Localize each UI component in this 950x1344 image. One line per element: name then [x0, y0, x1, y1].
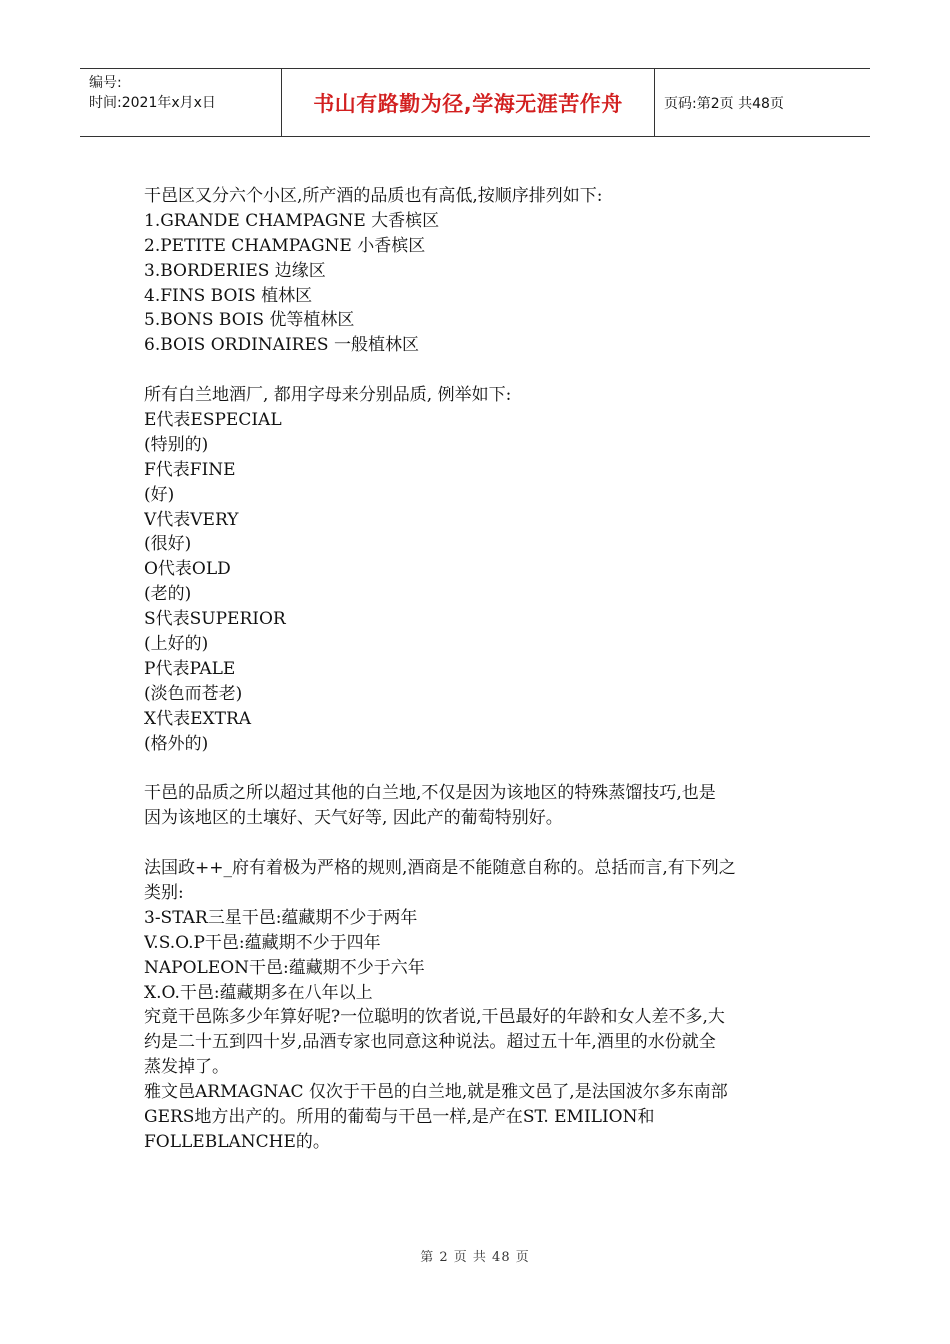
text-line: 约是二十五到四十岁,品酒专家也同意这种说法。超过五十年,酒里的水份就全	[144, 1032, 716, 1053]
text-line: 蒸发掉了。	[144, 1057, 229, 1078]
text-line: 3.BORDERIES 边缘区	[144, 260, 326, 281]
document-time-label: 时间:2021年x月x日	[89, 95, 216, 111]
paragraph-gap	[144, 756, 814, 781]
text-line: O代表OLD	[144, 559, 231, 580]
text-line: V.S.O.P干邑:蕴藏期不少于四年	[144, 932, 381, 953]
paragraph-gap	[144, 358, 814, 383]
header-motto-cell	[281, 69, 655, 136]
text-line: (老的)	[144, 584, 192, 605]
text-line: 究竟干邑陈多少年算好呢?一位聪明的饮者说,干邑最好的年龄和女人差不多,大	[144, 1007, 725, 1028]
header-meta	[80, 69, 281, 136]
text-line: 类别:	[144, 882, 184, 903]
text-line: (好)	[144, 484, 175, 505]
paragraph	[144, 781, 814, 831]
paragraph-gap	[144, 831, 814, 856]
text-line: F代表FINE	[144, 459, 236, 480]
text-line: E代表ESPECIAL	[144, 410, 282, 431]
page-footer: 第 2 页 共 48 页	[420, 1250, 530, 1265]
text-line: NAPOLEON干邑:蕴藏期不少于六年	[144, 957, 425, 978]
paragraph	[144, 383, 814, 756]
text-line: (淡色而苍老)	[144, 683, 243, 704]
text-line: X.O.干邑:蕴藏期多在八年以上	[144, 982, 373, 1003]
text-line: 3-STAR三星干邑:蕴藏期不少于两年	[144, 907, 418, 928]
text-line: (格外的)	[144, 733, 209, 754]
header-page-info: 页码:第2页 共48页	[664, 95, 784, 112]
text-line: (特别的)	[144, 434, 209, 455]
text-line: (上好的)	[144, 634, 209, 655]
document-number-label: 编号:	[89, 75, 122, 91]
text-line: 所有白兰地酒厂, 都用字母来分别品质, 例举如下:	[144, 385, 512, 406]
text-line: 雅文邑ARMAGNAC 仅次于干邑的白兰地,就是雅文邑了,是法国波尔多东南部	[144, 1082, 728, 1103]
text-line: 因为该地区的土壤好、天气好等, 因此产的葡萄特别好。	[144, 808, 563, 829]
text-line: 干邑的品质之所以超过其他的白兰地,不仅是因为该地区的特殊蒸馏技巧,也是	[144, 783, 716, 804]
text-line: GERS地方出产的。所用的葡萄与干邑一样,是产在ST. EMILION和	[144, 1106, 655, 1127]
text-line: 2.PETITE CHAMPAGNE 小香槟区	[144, 235, 426, 256]
text-line: 4.FINS BOIS 植林区	[144, 285, 313, 306]
text-line: 1.GRANDE CHAMPAGNE 大香槟区	[144, 210, 440, 231]
text-line: 干邑区又分六个小区,所产酒的品质也有高低,按顺序排列如下:	[144, 186, 603, 206]
text-line: 法国政++_府有着极为严格的规则,酒商是不能随意自称的。总括而言,有下列之	[144, 858, 736, 879]
text-line: V代表VERY	[144, 509, 239, 530]
text-line: 6.BOIS ORDINAIRES 一般植林区	[144, 335, 419, 356]
text-line: (很好)	[144, 534, 192, 555]
text-line: P代表PALE	[144, 658, 236, 679]
text-line: 5.BONS BOIS 优等植林区	[144, 310, 355, 331]
header-motto: 书山有路勤为径,学海无涯苦作舟	[313, 91, 623, 116]
page-header	[80, 68, 870, 137]
text-line: X代表EXTRA	[144, 708, 252, 729]
document-body	[144, 184, 814, 1155]
paragraph	[144, 856, 814, 1155]
text-line: FOLLEBLANCHE的。	[144, 1131, 330, 1152]
paragraph	[144, 184, 814, 358]
text-line: S代表SUPERIOR	[144, 609, 286, 630]
